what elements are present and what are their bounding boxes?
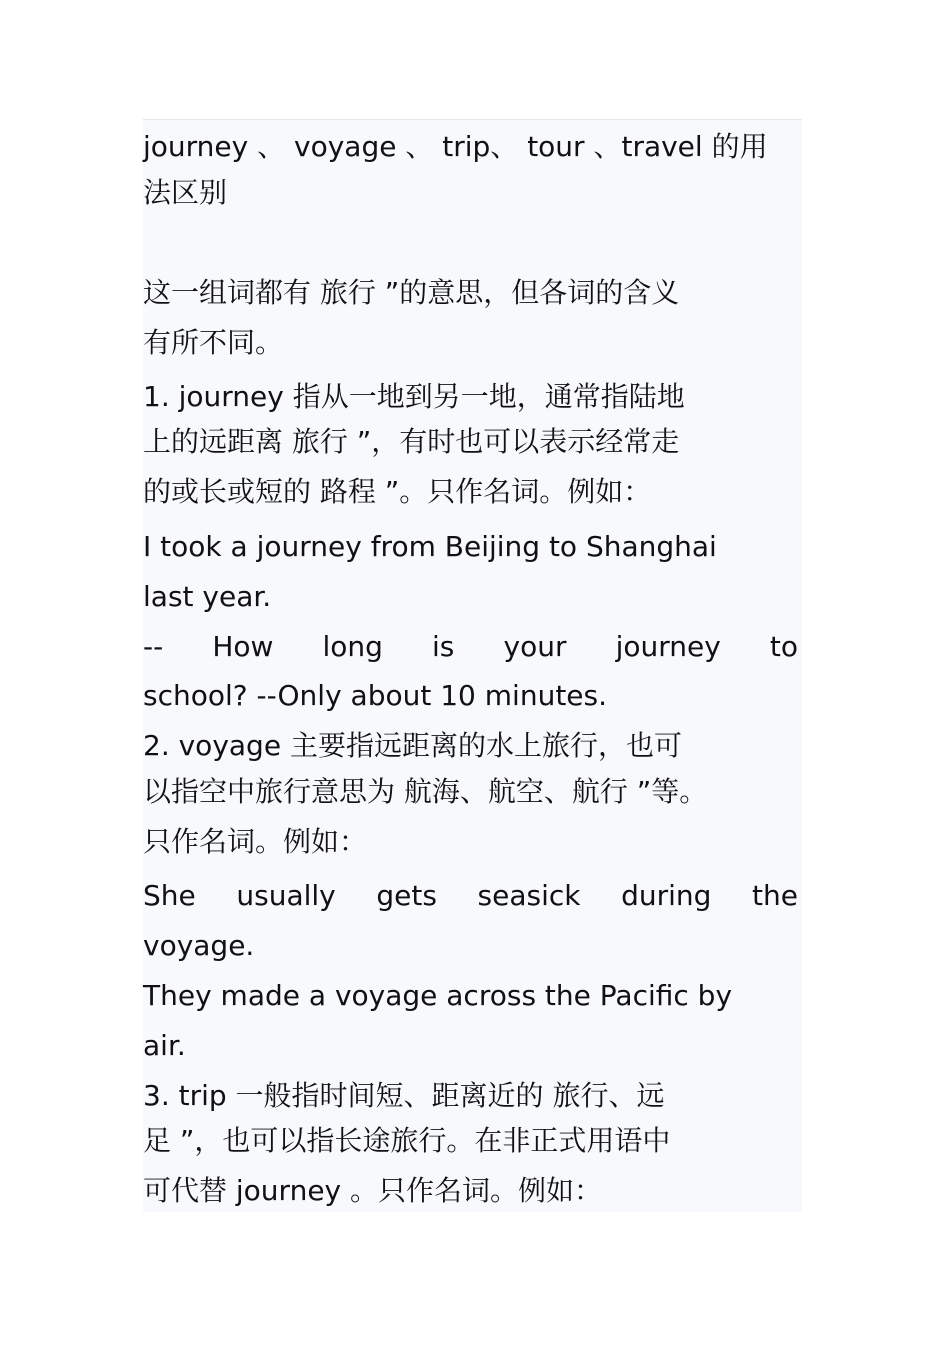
heading-line-2: 法区别: [143, 176, 228, 209]
word: is: [432, 630, 455, 663]
word: journey: [615, 630, 721, 663]
word: during: [621, 879, 712, 912]
journey-definition-line-1: 1. journey 指从一地到另一地，通常指陆地: [143, 380, 685, 413]
trip-definition-line-2: 足 ”，也可以指长途旅行。在非正式用语中: [143, 1124, 671, 1157]
word: --: [143, 630, 164, 663]
word: She: [143, 879, 196, 912]
trip-definition-line-3: 可代替 journey 。只作名词。例如：: [143, 1174, 603, 1207]
trip-definition-line-1: 3. trip 一般指时间短、距离近的 旅行、远: [143, 1079, 665, 1112]
journey-definition-line-2: 上的远距离 旅行 ”，有时也可以表示经常走: [143, 425, 680, 458]
journey-example-1-line-1: I took a journey from Beijing to Shanghai: [143, 530, 717, 563]
word: How: [212, 630, 274, 663]
voyage-example-1-line-1: [143, 878, 798, 914]
word: your: [503, 630, 567, 663]
word: usually: [236, 879, 336, 912]
journey-example-1-line-2: last year.: [143, 580, 272, 613]
voyage-definition-line-2: 以指空中旅行意思为 航海、航空、航行 ”等。: [143, 775, 708, 808]
word: the: [752, 879, 798, 912]
word: to: [769, 630, 798, 663]
word: seasick: [477, 879, 581, 912]
journey-example-2-line-2: school? --Only about 10 minutes.: [143, 679, 608, 712]
journey-example-2-line-1: [143, 629, 798, 665]
voyage-example-1-line-2: voyage.: [143, 929, 255, 962]
word: gets: [376, 879, 437, 912]
voyage-definition-line-3: 只作名词。例如：: [143, 825, 368, 858]
heading-line-1: journey 、 voyage 、 trip、 tour 、travel 的用: [143, 130, 768, 163]
word: long: [322, 630, 383, 663]
journey-definition-line-3: 的或长或短的 路程 ”。只作名词。例如：: [143, 475, 652, 508]
voyage-definition-line-1: 2. voyage 主要指远距离的水上旅行，也可: [143, 729, 682, 762]
intro-line-2: 有所不同。: [143, 326, 284, 359]
voyage-example-2-line-2: air.: [143, 1029, 186, 1062]
voyage-example-2-line-1: They made a voyage across the Pacific by: [143, 979, 733, 1012]
intro-line-1: 这一组词都有 旅行 ”的意思，但各词的含义: [143, 276, 680, 309]
